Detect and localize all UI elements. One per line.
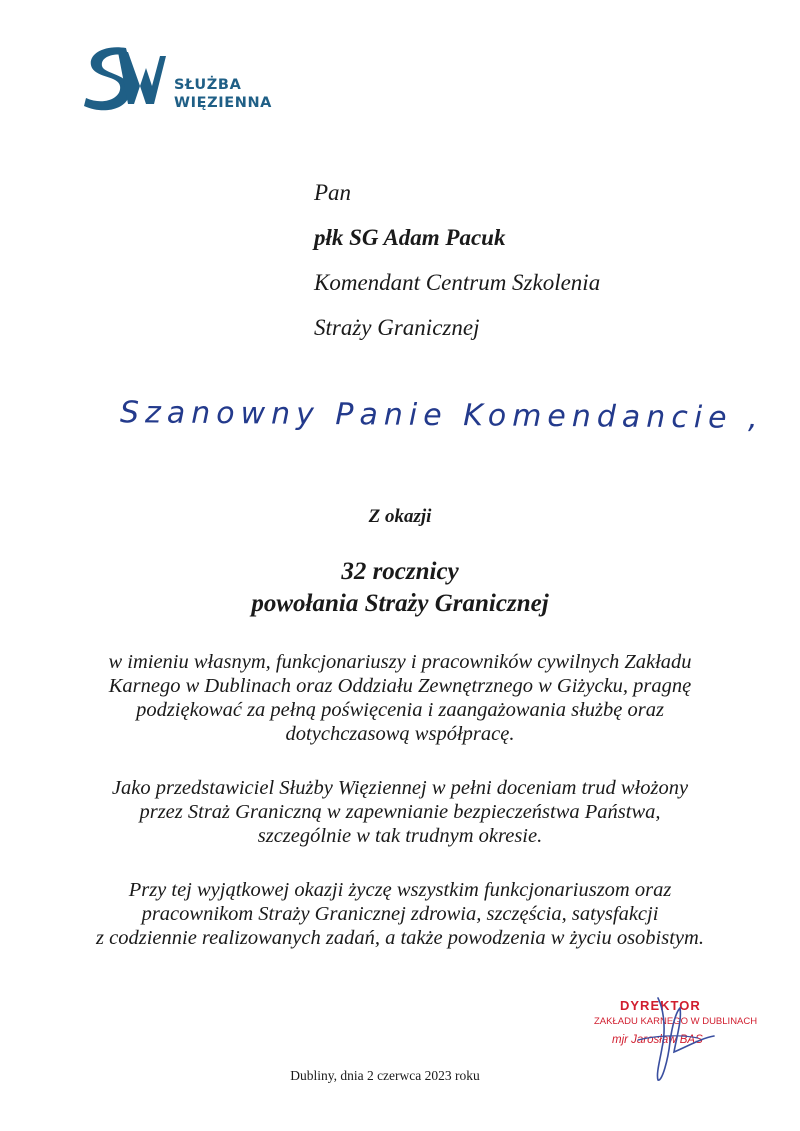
anniversary-title-line-2: powołania Straży Granicznej — [251, 590, 549, 617]
body-paragraph-3 — [50, 878, 750, 950]
stamp-name: mjr Jarosław BAS — [612, 1034, 703, 1046]
sw-emblem-icon — [82, 42, 167, 117]
logo-wordmark — [174, 76, 272, 112]
addressee-name: płk SG Adam Pacuk — [314, 225, 506, 250]
addressee-position-line-1: Komendant Centrum Szkolenia — [314, 270, 601, 295]
paragraph-line: szczególnie w tak trudnym okresie. — [257, 825, 543, 847]
body-paragraph-2 — [50, 776, 750, 848]
paragraph-line: z codziennie realizowanych zadań, a także powodzenia w życiu osobistym. — [96, 927, 704, 949]
handwritten-greeting: Szanowny Panie Komendancie , — [119, 395, 764, 436]
paragraph-line: dotychczasową współpracę. — [285, 723, 515, 745]
logo-line-2: WIĘZIENNA — [174, 95, 273, 111]
addressee-block — [314, 170, 600, 350]
paragraph-line: przez Straż Graniczną w zapewnianie bezpieczeństwa Państwa, — [139, 801, 661, 823]
paragraph-line: Przy tej wyjątkowej okazji życzę wszystkim funkcjonariuszom oraz — [128, 879, 672, 901]
paragraph-line: Karnego w Dublinach oraz Oddziału Zewnętrznego w Giżycku, pragnę — [108, 675, 692, 697]
addressee-position-line-2: Straży Granicznej — [314, 315, 480, 340]
occasion-heading: Z okazji — [368, 506, 432, 527]
body-paragraph-1 — [50, 650, 750, 746]
stamp-title: DYREKTOR — [620, 998, 701, 1013]
stamp-unit: ZAKŁADU KARNEGO W DUBLINACH — [594, 1016, 758, 1027]
sluzba-wiezienna-logo — [82, 42, 282, 122]
place-and-date: Dubliny, dnia 2 czerwca 2023 roku — [290, 1068, 480, 1083]
paragraph-line: pracownikom Straży Granicznej zdrowia, szczęścia, satysfakcji — [141, 903, 659, 925]
paragraph-line: Jako przedstawiciel Służby Więziennej w pełni doceniam trud włożony — [111, 777, 689, 799]
paragraph-line: w imieniu własnym, funkcjonariuszy i pracowników cywilnych Zakładu — [108, 651, 692, 673]
anniversary-title-line-1: 32 rocznicy — [341, 558, 459, 585]
addressee-salutation: Pan — [314, 180, 352, 205]
paragraph-line: podziękować za pełną poświęcenia i zaangażowania służbę oraz — [136, 699, 664, 721]
logo-line-1: SŁUŻBA — [174, 77, 242, 93]
